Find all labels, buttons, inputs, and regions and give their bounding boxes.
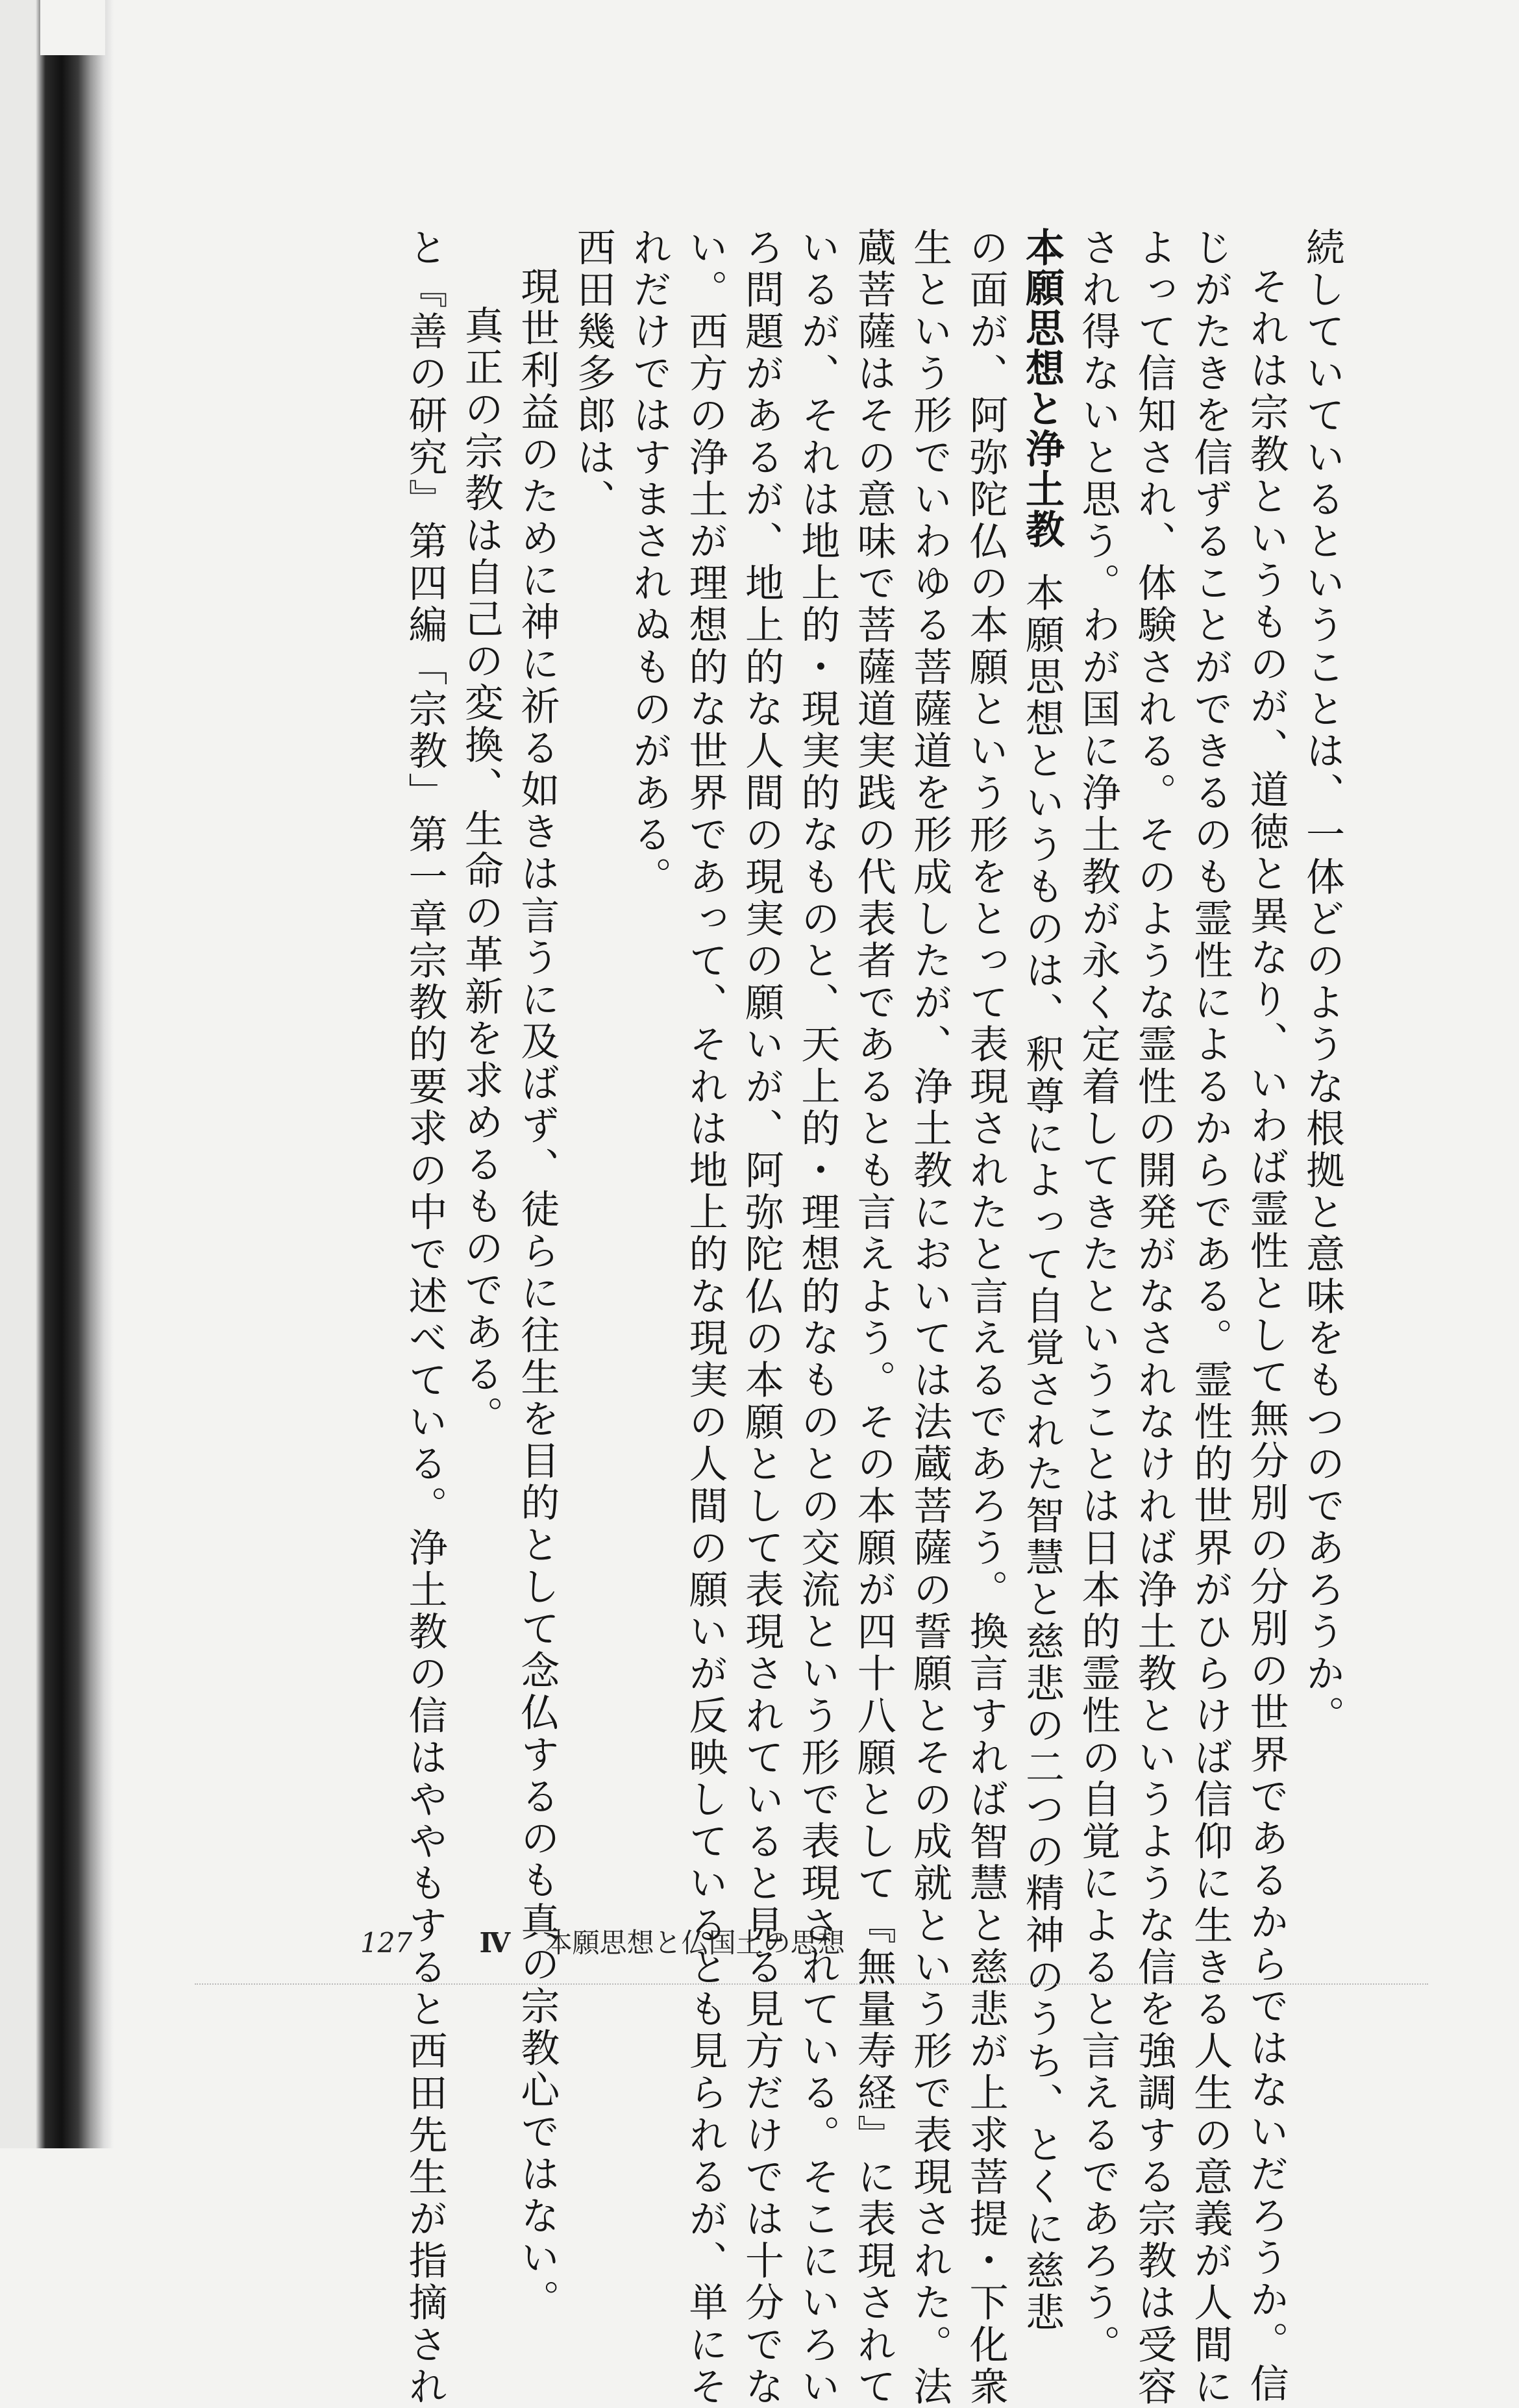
- text-line: れだけではすまされぬものがある。: [626, 227, 673, 899]
- text-line: い。西方の浄土が理想的な世界であって、それは地上的な現実の人間の願いが反映しているとも見られるが、単にそ: [682, 227, 728, 2408]
- text-line: の面が、阿弥陀仏の本願という形をとって表現されたと言えるであろう。換言すれば智慧と慈悲が上求菩提・下化衆: [963, 227, 1009, 2408]
- text-line: され得ないと思う。わが国に浄土教が永く定着してきたということは日本的霊性の自覚によると言えるであろう。: [1075, 227, 1121, 2366]
- quote-line: 現世利益のために神に祈る如きは言うに及ばず、徒らに往生を目的として念仏するのも真の宗教心ではない。: [514, 266, 560, 2322]
- text-line: 西田幾多郎は、: [570, 227, 616, 521]
- text-line: ろ問題があるが、地上的な人間の現実の願いが、阿弥陀仏の本願として表現されていると見る見方だけでは十分でな: [738, 227, 784, 2408]
- section-line: [1014, 227, 1070, 2335]
- text-line: それは宗教というものが、道徳と異なり、いわば霊性として無分別の分別の世界であるからではないだろうか。信: [1243, 266, 1289, 2405]
- text-line: 本願思想というものは、釈尊によって自覚された智慧と慈悲の二つの精神のうち、とくに慈悲: [1019, 573, 1065, 2335]
- text-line: よって信知され、体験される。そのような霊性の開発がなされなければ浄土教というような信を強調する宗教は受容: [1131, 227, 1177, 2408]
- binding-gutter-top: [40, 0, 105, 55]
- section-heading: 本願思想と浄土教: [1019, 227, 1065, 549]
- text-line: 続していているということは、一体どのような根拠と意味をもつのであろうか。: [1300, 227, 1345, 1737]
- binding-gutter-shadow: [0, 0, 114, 2148]
- quote-line: 真正の宗教は自己の変換、生命の革新を求めるものである。: [458, 305, 504, 1438]
- text-line: いるが、それは地上的・現実的なものと、天上的・理想的なものとの交流という形で表現されている。そこにいろい: [795, 227, 841, 2408]
- text-line: 蔵菩薩はその意味で菩薩道実践の代表者であるとも言えよう。その本願が四十八願として『無量寿経』に表現されて: [850, 227, 896, 2408]
- chapter-title: 本願思想と仏国土の思想: [545, 1927, 845, 1959]
- text-line: じがたきを信ずることができるのも霊性によるからである。霊性的世界がひらけば信仰に生きる人生の意義が人間に: [1187, 227, 1233, 2408]
- bottom-dotted-rule: [195, 1983, 1428, 1985]
- page-footer: [360, 1922, 845, 1961]
- chapter-number: Ⅳ: [479, 1927, 511, 1959]
- text-line: 生という形でいわゆる菩薩道を形成したが、浄土教においては法蔵菩薩の誓願とその成就という形で表現された。法: [907, 227, 953, 2408]
- text-line: と『善の研究』第四編「宗教」第一章宗教的要求の中で述べている。浄土教の信はややもすると西田先生が指摘され: [402, 227, 448, 2408]
- page-number: 127: [360, 1927, 413, 1959]
